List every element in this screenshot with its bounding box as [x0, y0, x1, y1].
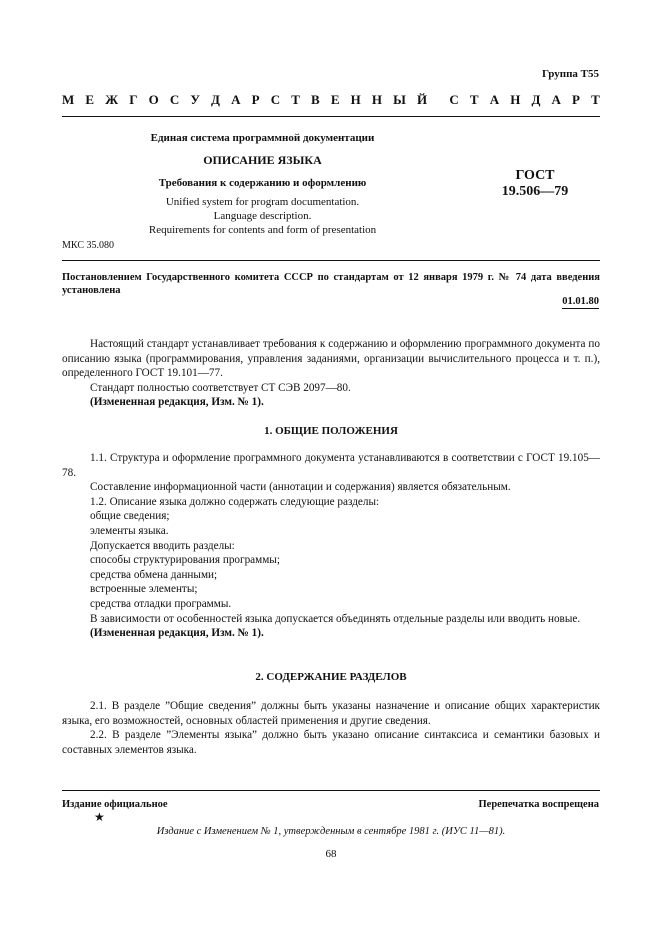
banner-letter: Д: [211, 92, 220, 107]
paragraph: Допускается вводить разделы:: [90, 539, 235, 552]
list-item: встроенные элементы;: [90, 583, 198, 596]
intro-block: [62, 337, 600, 410]
divider-rule: [62, 260, 600, 261]
banner-letter: С: [449, 92, 459, 107]
banner-letter: А: [489, 92, 500, 107]
mks-code: МКС 35.080: [62, 240, 114, 251]
banner-letter: О: [148, 92, 159, 107]
paragraph: Составление информационной части (аннотации и содержания) является обязательным.: [90, 481, 511, 494]
banner-letter: С: [169, 92, 180, 107]
header-rule: [62, 116, 600, 117]
banner-letter: М: [62, 92, 75, 107]
paragraph: 2.1. В разделе ”Общие сведения” должны быть указаны назначение и описание общих характеристик языка, его возможностей, основных областей применения и другие сведения.: [62, 700, 600, 727]
banner-letter: Ы: [393, 92, 406, 107]
footer-rule: [62, 790, 600, 791]
banner-letter: С: [270, 92, 281, 107]
banner-letter: В: [311, 92, 320, 107]
title-block: [130, 132, 395, 237]
section1-body: [62, 451, 600, 641]
list-item: средства обмена данными;: [90, 568, 218, 581]
official-edition-label: Издание официальное: [62, 799, 168, 810]
section-heading: 2. СОДЕРЖАНИЕ РАЗДЕЛОВ: [255, 671, 407, 683]
list-item: средства отладки программы.: [90, 597, 232, 610]
banner-letter: Т: [291, 92, 300, 107]
group-code: Группа Т55: [541, 68, 599, 80]
paragraph: Стандарт полностью соответствует СТ СЭВ 2097—80.: [90, 381, 351, 394]
banner-letter: Т: [591, 92, 600, 107]
gost-code: 19.506—79: [501, 184, 569, 199]
section2-body: [62, 699, 600, 757]
paragraph: 1.1. Структура и оформление программного документа устанавливаются в соответствии с ГОСТ 19.105—78.: [62, 452, 600, 479]
edition-footnote: Издание с Изменением № 1, утвержденным в сентябре 1981 г. (ИУС 11—81).: [156, 826, 506, 837]
banner-letter: Е: [85, 92, 95, 107]
list-item: способы структурирования программы;: [90, 554, 280, 567]
banner-letter: Г: [129, 92, 138, 107]
english-title-line: Requirements for contents and form of presentation: [148, 224, 377, 236]
paragraph: В зависимости от особенностей языка допускается объединять отдельные разделы или вводить новые.: [90, 612, 581, 625]
banner-letter: Т: [469, 92, 479, 107]
banner-letter: Й: [417, 92, 428, 107]
banner-letter: Н: [371, 92, 382, 107]
banner-letter: Д: [531, 92, 541, 107]
banner-letter: У: [190, 92, 200, 107]
banner-letter: Е: [330, 92, 340, 107]
reprint-notice: Перепечатка воспрещена: [478, 799, 599, 810]
paragraph: 1.2. Описание языка должно содержать следующие разделы:: [90, 495, 380, 508]
english-title-line: Unified system for program documentation.: [165, 196, 360, 208]
page-number: 68: [325, 848, 337, 860]
list-item: элементы языка.: [90, 524, 169, 537]
banner-letter: Р: [572, 92, 580, 107]
document-subtitle: Требования к содержанию и оформлению: [158, 177, 367, 189]
star-icon: ★: [94, 810, 105, 824]
gost-label: ГОСТ: [515, 168, 555, 183]
gost-number: [475, 168, 595, 200]
banner-letter: Н: [510, 92, 521, 107]
banner-letter: Р: [251, 92, 260, 107]
english-title-line: Language description.: [213, 210, 312, 222]
banner-letter: А: [231, 92, 241, 107]
effective-date: 01.01.80: [562, 296, 599, 307]
revision-note: (Измененная редакция, Изм. № 1).: [90, 396, 264, 409]
system-name: Единая система программной документации: [150, 132, 375, 144]
revision-note: (Измененная редакция, Изм. № 1).: [90, 627, 264, 640]
section-heading: 1. ОБЩИЕ ПОЛОЖЕНИЯ: [264, 425, 398, 437]
decree-text: Постановлением Государственного комитета СССР по стандартам от 12 января 1979 г. № 74 дата введения установлена: [62, 272, 600, 296]
paragraph: 2.2. В разделе ”Элементы языка” должно быть указано описание синтаксиса и семантики базовых и составных элементов языка.: [62, 729, 600, 756]
standard-banner: [62, 92, 600, 108]
banner-letter: Ж: [105, 92, 119, 107]
document-title: ОПИСАНИЕ ЯЗЫКА: [203, 153, 322, 167]
list-item: общие сведения;: [90, 510, 170, 523]
banner-letter: Н: [350, 92, 361, 107]
paragraph: Настоящий стандарт устанавливает требования к содержанию и оформлению программного документа по описанию языка (программирования, управления заданиями, организации вычислительного процесса и т. п.), определенного ГОСТ 19.101—77.: [62, 338, 600, 380]
banner-letter: А: [551, 92, 561, 107]
